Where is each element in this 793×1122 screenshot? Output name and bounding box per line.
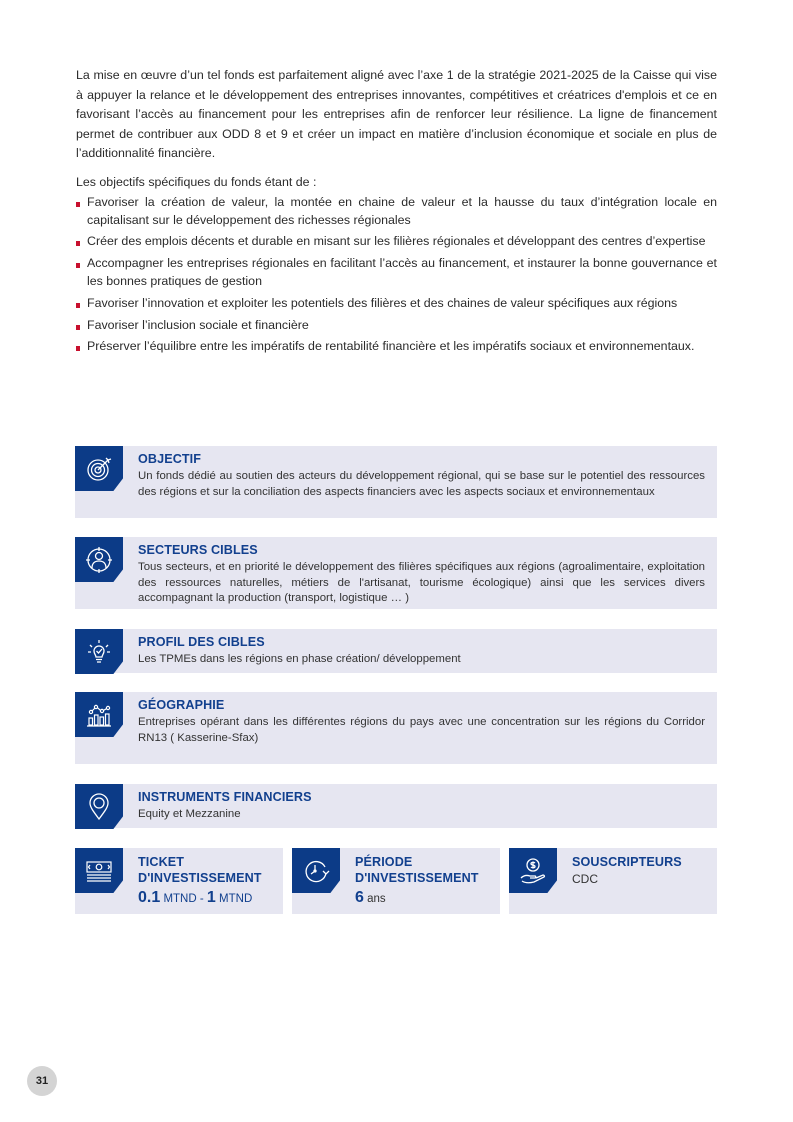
card-title: SOUSCRIPTEURS [572, 855, 682, 869]
bullet-icon [76, 263, 80, 268]
card-profil-des-cibles [75, 629, 717, 673]
people-target-icon [75, 537, 123, 582]
bullet-icon [76, 202, 80, 207]
ticket-range: 0.1 MTND - 1 MTND [138, 889, 253, 906]
list-item: Accompagner les entreprises régionales en facilitant l’accès au financement, et instaurer la bonne gouvernance et les bonnes pratiques de gestion [76, 255, 717, 290]
objectives-list [76, 194, 717, 360]
page-number: 31 [27, 1066, 57, 1096]
banknote-icon [75, 848, 123, 893]
card-title: OBJECTIF [138, 452, 202, 466]
card-body: CDC [572, 872, 598, 886]
list-item: Favoriser la création de valeur, la montée en chaine de valeur et la hausse du taux d’intégration locale en capitalisant sur le développement des richesses régionales [76, 194, 717, 229]
bullet-icon [76, 346, 80, 351]
card-title: SECTEURS CIBLES [138, 543, 258, 557]
card-body: Les TPMEs dans les régions en phase création/ développement [138, 653, 461, 665]
card-ticket-investissement [75, 848, 283, 914]
list-item: Créer des emplois décents et durable en misant sur les filières régionales et développant des centres d’expertise [76, 233, 717, 251]
list-item: Favoriser l’innovation et exploiter les potentiels des filières et des chaines de valeur spécifiques aux régions [76, 295, 717, 313]
card-title: GÉOGRAPHIE [138, 698, 225, 712]
card-instruments-financiers [75, 784, 717, 828]
list-item: Préserver l’équilibre entre les impératifs de rentabilité financière et les impératifs sociaux et environnementaux. [76, 338, 717, 356]
card-body: Tous secteurs, et en priorité le développement des filières spécifiques aux régions (agroalimentaire, exploitation des ressources naturelles, métiers de l'artisanat, tourisme écologique) ainsi que les services divers accompagnant la production (transport, logistique … ) [138, 561, 705, 605]
card-body: Equity et Mezzanine [138, 808, 241, 820]
card-body: Un fonds dédié au soutien des acteurs du développement régional, qui se base sur le potentiel des ressources des régions et sur la conciliation des aspects financiers avec les aspects sociaux et environnementaux [138, 470, 705, 498]
card-title: TICKET D'INVESTISSEMENT [138, 855, 262, 885]
card-geographie [75, 692, 717, 764]
bullet-icon [76, 241, 80, 246]
card-periode-investissement [292, 848, 500, 914]
card-title: PÉRIODE D'INVESTISSEMENT [355, 855, 479, 885]
objectives-lead: Les objectifs spécifiques du fonds étant de : [76, 175, 317, 189]
card-secteurs-cibles [75, 537, 717, 609]
intro-paragraph: La mise en œuvre d’un tel fonds est parfaitement aligné avec l’axe 1 de la stratégie 2021-2025 de la Caisse qui vise à appuyer la relance et le développement des entreprises innovantes, compétitives et créatrices d'emplois et ce en favorisant l’accès au financement pour les entreprises afin de renforcer leur résilience. La ligne de financement permet de contribuer aux ODD 8 et 9 et créer un impact en matière d’inclusion économique et sociale en plus de l’additionnalité financière. [76, 68, 717, 161]
lightbulb-check-icon [75, 629, 123, 674]
bullet-icon [76, 325, 80, 330]
card-title: PROFIL DES CIBLES [138, 635, 265, 649]
card-title: INSTRUMENTS FINANCIERS [138, 790, 312, 804]
hand-coin-icon [509, 848, 557, 893]
bar-chart-network-icon [75, 692, 123, 737]
card-objectif [75, 446, 717, 518]
location-pin-icon [75, 784, 123, 829]
card-body: Entreprises opérant dans les différentes régions du pays avec une concentration sur les régions du Corridor RN13 ( Kasserine-Sfax) [138, 716, 705, 744]
clock-icon [292, 848, 340, 893]
target-icon [75, 446, 123, 491]
bullet-icon [76, 303, 80, 308]
card-souscripteurs [509, 848, 717, 914]
list-item: Favoriser l’inclusion sociale et financière [76, 317, 717, 335]
period-value: 6 ans [355, 889, 386, 906]
